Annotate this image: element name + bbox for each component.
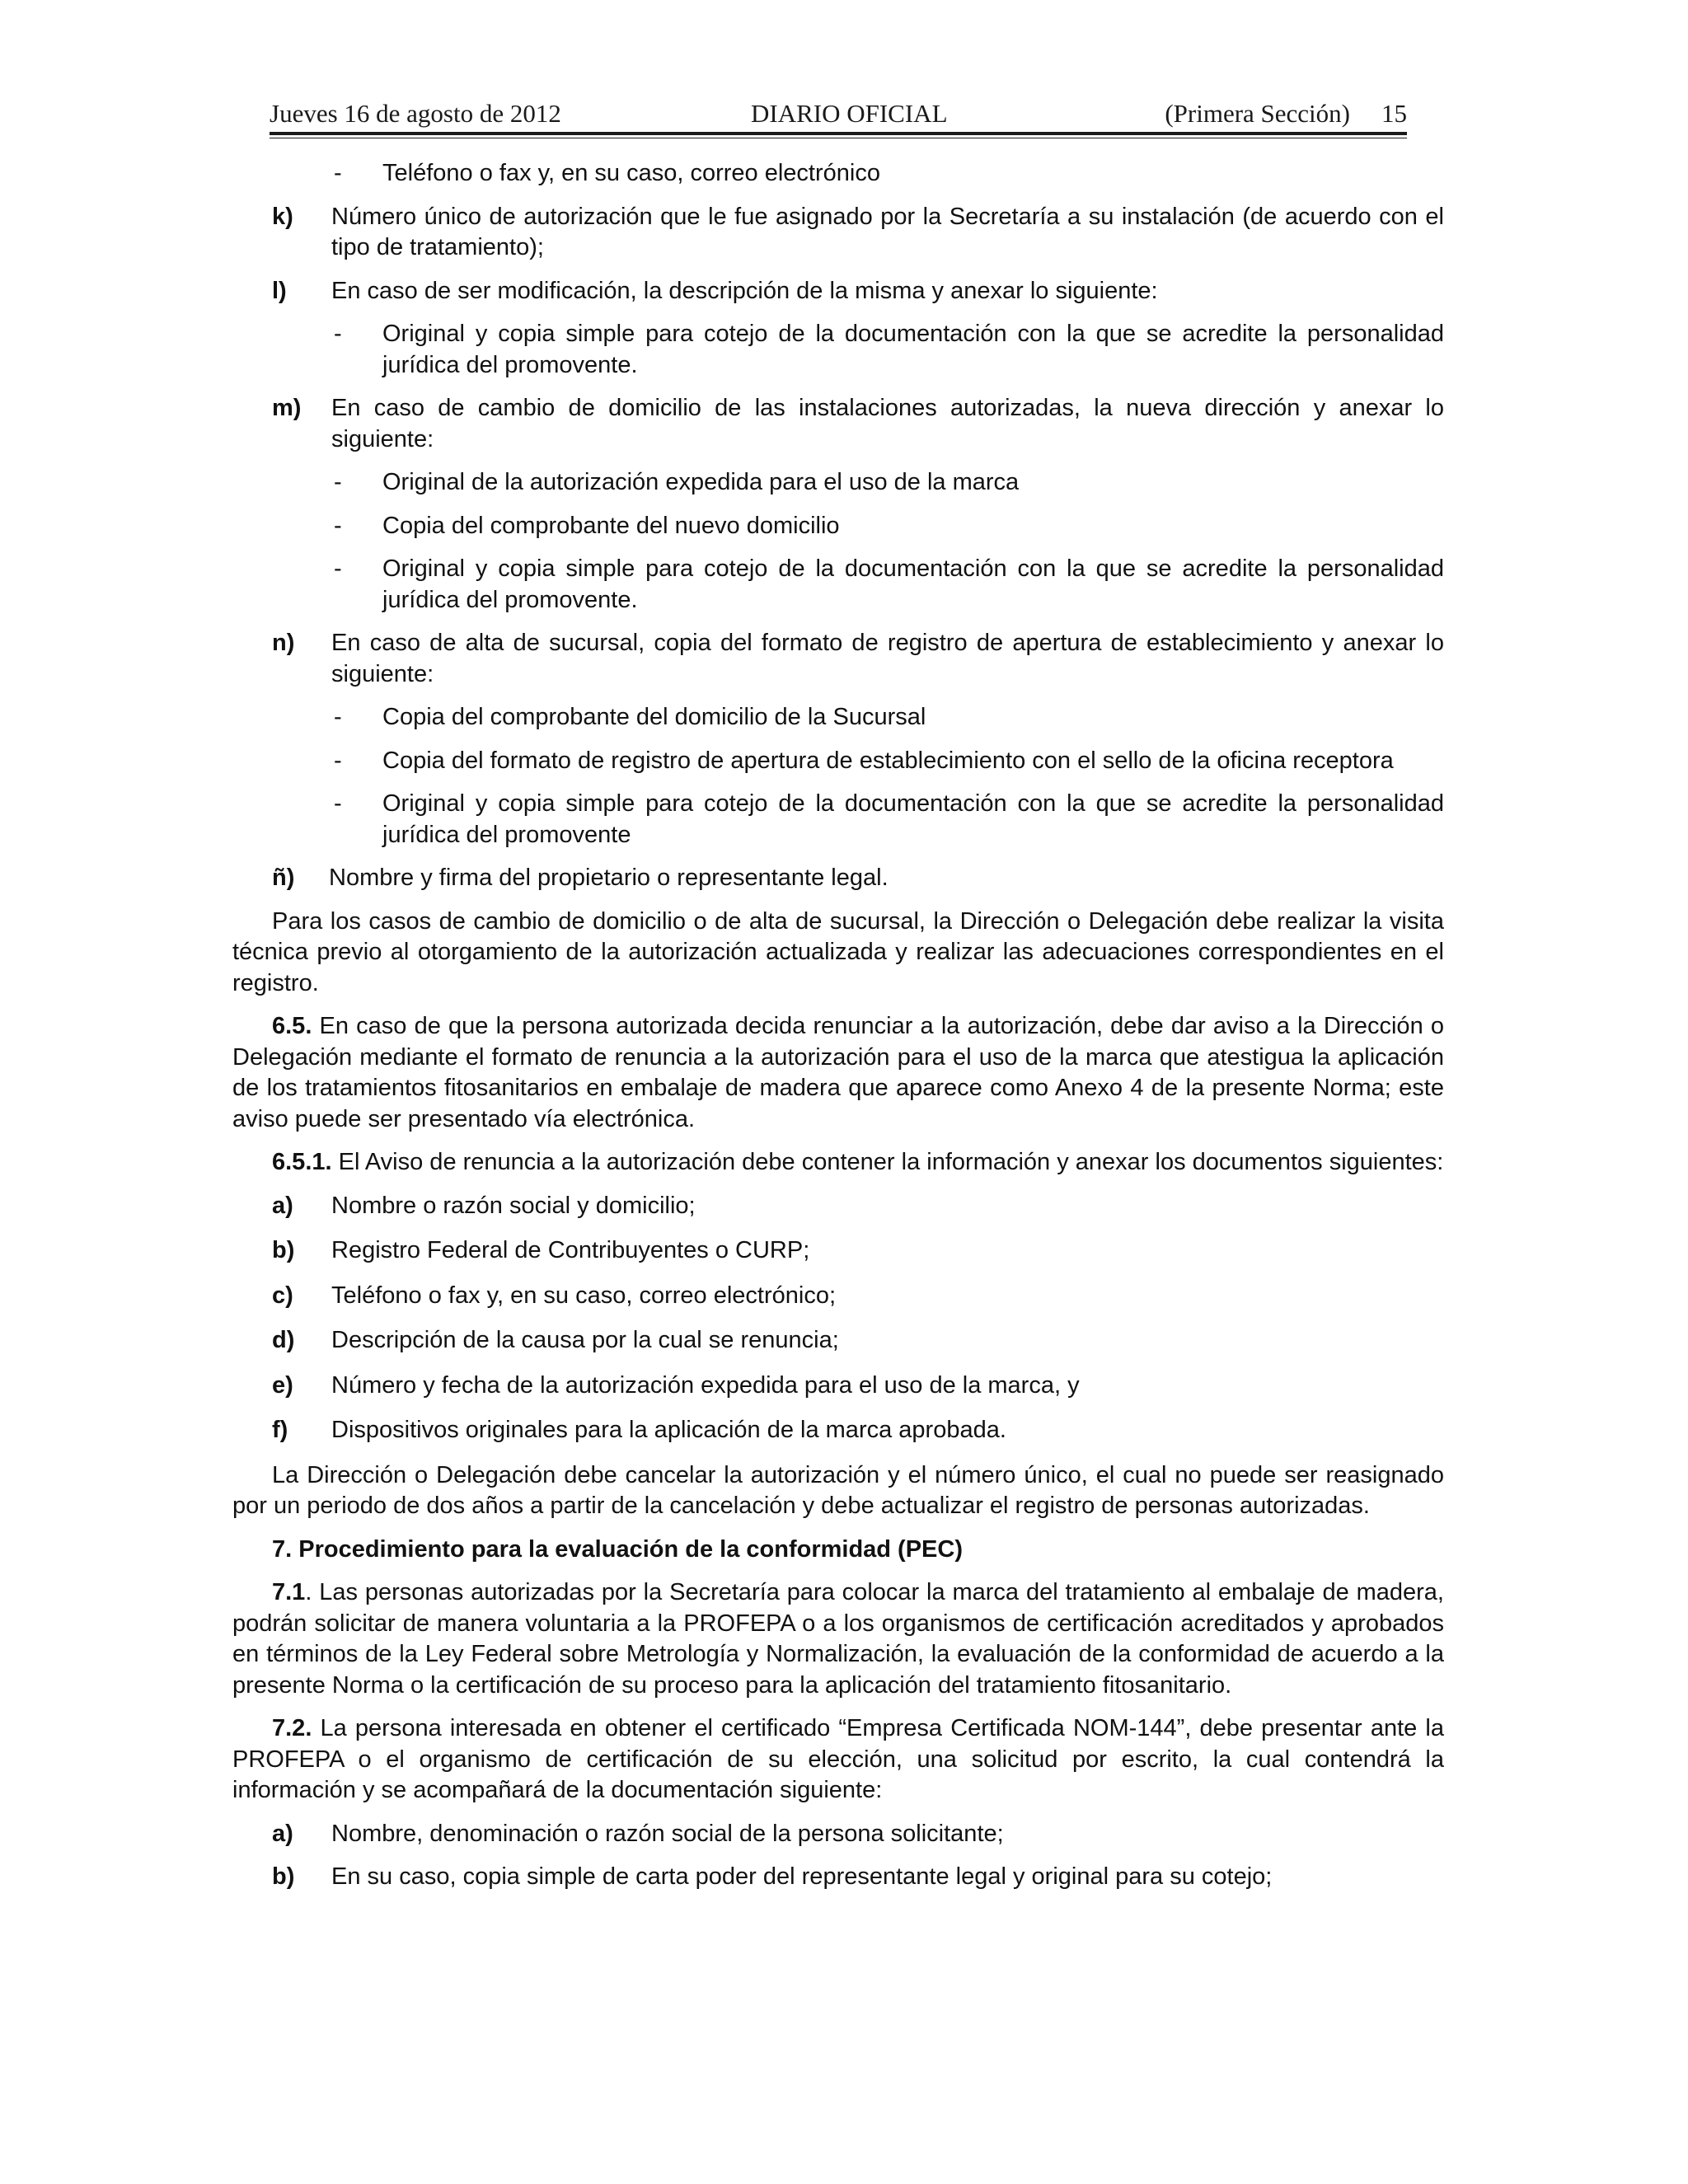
- list-item-l: [232, 276, 1444, 307]
- item-text: En caso de ser modificación, la descripción de la misma y anexar lo siguiente:: [331, 277, 1158, 304]
- item-label: ñ): [272, 865, 295, 891]
- paragraph-6-5-1: 6.5.1. El Aviso de renuncia a la autorización debe contener la información y anexar los documentos siguientes:: [272, 1149, 1444, 1175]
- paragraph-7-2: 7.2. La persona interesada en obtener el certificado “Empresa Certificada NOM-144”, debe presentar ante la PROFEPA o el organismo de certificación de su elección, una solicitud por escrito, la cual contendrá la información y se acompañará de la documentación siguiente:: [232, 1715, 1444, 1803]
- list-item-dash: - Copia del comprobante del domicilio de la Sucursal: [334, 704, 926, 730]
- section-heading-7: 7. Procedimiento para la evaluación de la conformidad (PEC): [272, 1535, 963, 1563]
- section-number: 7.2.: [272, 1715, 312, 1741]
- list-item-dash: - Copia del formato de registro de apertura de establecimiento con el sello de la oficina receptora: [334, 747, 1394, 774]
- header-date: Jueves 16 de agosto de 2012: [270, 99, 561, 128]
- item-label: l): [272, 277, 287, 304]
- header-publication-title: DIARIO OFICIAL: [751, 99, 948, 128]
- item-text: En caso de alta de sucursal, copia del formato de registro de apertura de establecimiento y anexar lo siguiente:: [331, 630, 1444, 687]
- paragraph-7-1: 7.1. Las personas autorizadas por la Secretaría para colocar la marca del tratamiento al embalaje de madera, podrán solicitar de manera voluntaria a la PROFEPA o a los organismos de certificación acreditados y aprobados en términos de la Ley Federal sobre Metrología y Normalización, la evaluación de la conformidad de acuerdo a la presente Norma o la certificación de su proceso para la aplicación del tratamiento fitosanitario.: [232, 1579, 1444, 1699]
- section-number: 7.1: [272, 1579, 306, 1605]
- list-item-dash: - Teléfono o fax y, en su caso, correo electrónico: [334, 160, 880, 186]
- list-item-m: [232, 393, 1444, 455]
- section-number: 6.5.: [272, 1013, 312, 1039]
- item-label: m): [272, 395, 302, 421]
- list-item-n: [232, 628, 1444, 690]
- list-item-dash: - Original y copia simple para cotejo de la documentación con la que se acredite la personalidad jurídica del promovente.: [334, 555, 1444, 613]
- item-label: n): [272, 630, 295, 656]
- list-item-nn: [232, 863, 1444, 894]
- paragraph-6-5: 6.5. En caso de que la persona autorizada decida renunciar a la autorización, debe dar aviso a la Dirección o Delegación mediante el formato de renuncia a la autorización para el uso de la marca que atestigua la aplicación de los tratamientos fitosanitarios en embalaje de madera que aparece como Anexo 4 de la presente Norma; este aviso puede ser presentado vía electrónica.: [232, 1013, 1444, 1132]
- list-item-renuncia: c) Teléfono o fax y, en su caso, correo electrónico;: [272, 1282, 837, 1309]
- list-item-dash: - Copia del comprobante del nuevo domicilio: [334, 512, 840, 539]
- list-item-dash: - Original y copia simple para cotejo de la documentación con la que se acredite la personalidad jurídica del promovente.: [334, 321, 1444, 378]
- list-item-dash: - Original de la autorización expedida para el uso de la marca: [334, 469, 1020, 495]
- item-text: Número único de autorización que le fue asignado por la Secretaría a su instalación (de acuerdo con el tipo de tratamiento);: [331, 203, 1444, 260]
- section-number: 6.5.1.: [272, 1149, 332, 1175]
- document-body: [232, 158, 1444, 1905]
- header-rule-thick: [270, 132, 1407, 135]
- item-text: Nombre y firma del propietario o representante legal.: [329, 865, 889, 891]
- paragraph-cases: Para los casos de cambio de domicilio o de alta de sucursal, la Dirección o Delegación debe realizar la visita técnica previo al otorgamiento de la autorización actualizada y realizar las adecuaciones correspondientes en el registro.: [232, 907, 1444, 996]
- header-page-number: 15: [1381, 99, 1407, 128]
- list-item-solicitud: a) Nombre, denominación o razón social de la persona solicitante;: [272, 1820, 1004, 1847]
- list-item-renuncia: f) Dispositivos originales para la aplicación de la marca aprobada.: [272, 1417, 1006, 1443]
- header-section: (Primera Sección): [1165, 99, 1350, 128]
- list-item-renuncia: a) Nombre o razón social y domicilio;: [272, 1192, 696, 1219]
- list-item-renuncia: b) Registro Federal de Contribuyentes o CURP;: [272, 1237, 810, 1263]
- paragraph-cancel: La Dirección o Delegación debe cancelar la autorización y el número único, el cual no puede ser reasignado por un periodo de dos años a partir de la cancelación y debe actualizar el registro de personas autorizadas.: [232, 1461, 1444, 1519]
- page-header: [270, 99, 1407, 132]
- list-item-renuncia: d) Descripción de la causa por la cual se renuncia;: [272, 1327, 839, 1353]
- list-item-k: [232, 202, 1444, 264]
- list-item-renuncia: e) Número y fecha de la autorización expedida para el uso de la marca, y: [272, 1371, 1080, 1399]
- item-text: En caso de cambio de domicilio de las instalaciones autorizadas, la nueva dirección y anexar lo siguiente:: [331, 395, 1444, 452]
- list-item-dash: - Original y copia simple para cotejo de la documentación con la que se acredite la personalidad jurídica del promovente: [334, 790, 1444, 848]
- header-section-page: [1165, 99, 1407, 129]
- list-item-solicitud: b) En su caso, copia simple de carta poder del representante legal y original para su cotejo;: [272, 1863, 1273, 1890]
- item-label: k): [272, 203, 293, 230]
